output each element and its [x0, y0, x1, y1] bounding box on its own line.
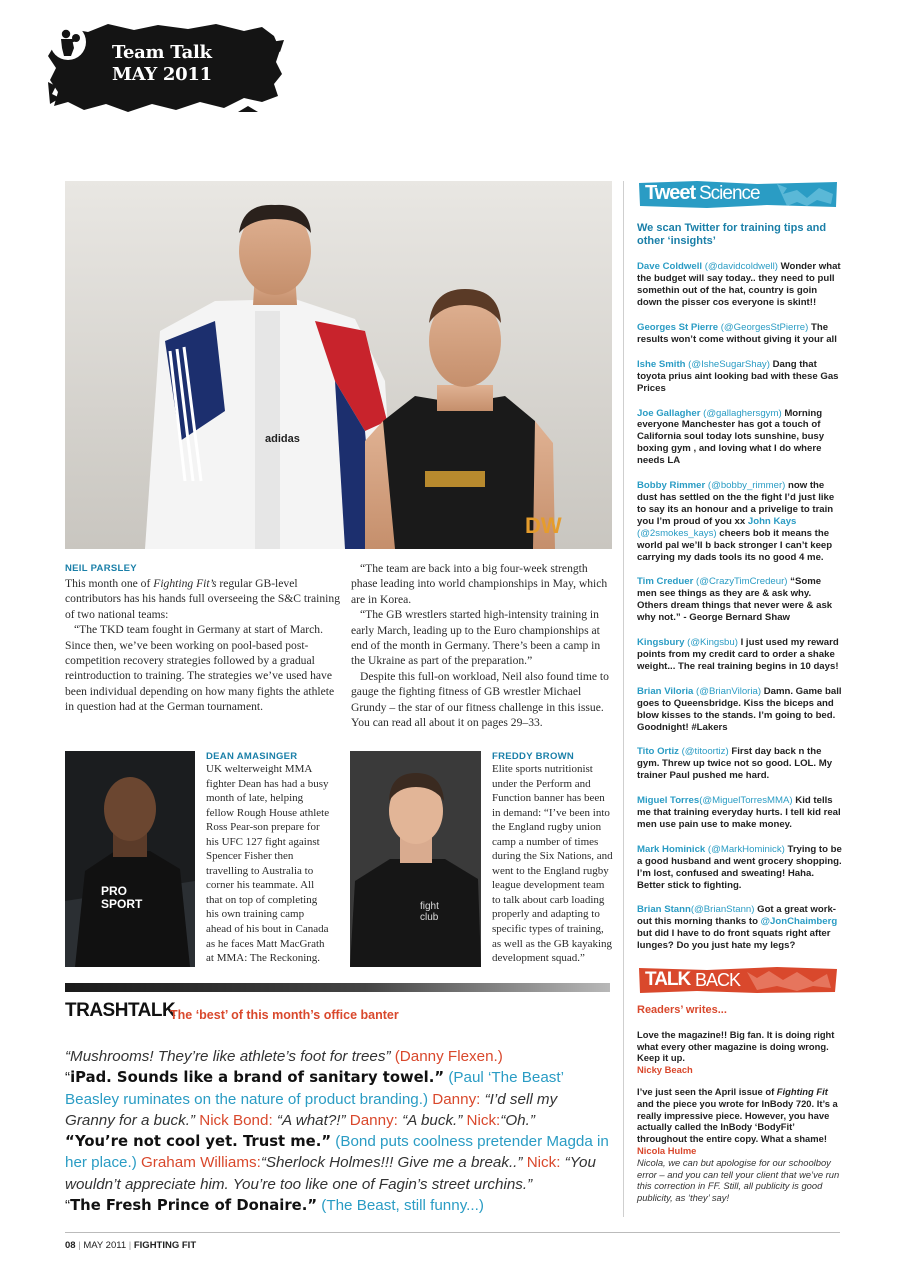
- tweetscience-banner: [637, 180, 839, 209]
- reader-letter: Love the magazine!! Big fan. It is doing right what every other magazine is doing wrong. Keep it up. Nicky Beach: [637, 1028, 835, 1076]
- tweet-item: Dave Coldwell (@davidcoldwell) Wonder what the budget will say today.. they need to pull somethin out of the hat, country is goin down the pisser cos everyone is skint!!: [637, 261, 841, 309]
- freddy-photo: [350, 751, 481, 967]
- profile-name: DEAN AMASINGER: [206, 751, 298, 762]
- tweet-item: Tim Creduer (@CrazyTimCredeur) “Some men see things as they are & ask why. Others dream things that never were & ask why not.” - George Bernard Shaw: [637, 576, 833, 624]
- tweet-item: Brian Stann(@BrianStann) Got a great work-out this morning thanks to @JonChaimberg but did I have to do front squats right after lunges? Do you just hate my legs?: [637, 904, 838, 952]
- page-footer: 08 | MAY 2011 | FIGHTING FIT: [65, 1240, 197, 1251]
- sidebar-divider: [623, 181, 624, 1217]
- article-column-1: [65, 563, 340, 715]
- tweet-item: Miguel Torres(@MiguelTorresMMA) Kid tells me that training everyday hurts. I tell kid real men use pain use to make money.: [637, 795, 841, 830]
- footer-magazine: FIGHTING FIT: [133, 1240, 197, 1251]
- article-column-2: [351, 561, 611, 730]
- footer-date: MAY 2011: [83, 1240, 127, 1251]
- article-paragraph: “The GB wrestlers started high-intensity training in early March, leading up to the Euro championships at end of the month in Germany. There’s been a camp in the Ukraine as part of the preparation.”: [351, 608, 601, 668]
- trashtalk-heading: TRASHTALK: [65, 1000, 176, 1021]
- trashtalk-quotes: “Mushrooms! They’re like athlete’s foot for trees” (Danny Flexen.) “iPad. Sounds like a brand of sanitary towel.” (Paul ‘The Beast’ Beasley ruminates on the nature of product branding.) Danny: “I’d sell my Granny for a buck.” Nick Bond: “A what?!” Danny: “A buck.” Nick:“Oh.” “You’re not cool yet. Trust me.” (Bond puts coolness pretender Magda in her place.) Graham Williams:“Sherlock Holmes!!! Give me a break..” Nick: “You wouldn’t appreciate him. You’re too like one of Fagin’s street urchins.” “The Fresh Prince of Donaire.” (The Beast, still funny...): [65, 1048, 609, 1215]
- tweet-item: Bobby Rimmer (@bobby_rimmer) now the dust has settled on the the fight I’d just like to say its an honour and a privelige to train you I’m proud of you xx John Kays (@2smokes_kays) cheers bob it means the world pal we’ll b back stronger I can’t keep carrying my dads tools its no good 4 me.: [637, 480, 835, 563]
- dean-photo: [65, 751, 195, 967]
- article-paragraph: “The TKD team fought in Germany at start of March. Since then, we’ve been working on pool-based post-competition recovery strategies followed by a gradual reintroduction to training. The strategies we’ve used have been individual depending on how many fights the athlete in question had at the German tournament.: [65, 623, 335, 714]
- page-number: 08: [65, 1240, 76, 1251]
- issue-date: MAY 2011: [112, 64, 212, 85]
- main-photo: [65, 181, 612, 549]
- profile-name: FREDDY BROWN: [492, 751, 575, 762]
- article-paragraph: This month one of Fighting Fit’s regular GB-level contributors has his hands full overseeing the S&C training of two national teams:: [65, 577, 340, 621]
- tweet-item: Joe Gallagher (@gallaghersgym) Morning everyone Manchester has got a touch of California soul today lots sunshine, busy boxing gym , and loving what I do where needs LA: [637, 407, 825, 467]
- article-byline: NEIL PARSLEY: [65, 563, 137, 574]
- tweet-item: Tito Ortiz (@titoortiz) First day back n the gym. Threw up twice not so good. LOL. My trainer Paul pushed me hard.: [637, 746, 833, 782]
- tweetscience-section: [637, 222, 842, 965]
- banner-word-tweet: Tweet: [645, 182, 696, 204]
- section-title: Team Talk: [112, 42, 212, 63]
- article-paragraph: Despite this full-on workload, Neil also found time to gauge the fighting fitness of GB wrestler Michael Grundy – the star of our fitness challenge in this issue. You can read all about it on pages 29–33.: [351, 669, 609, 730]
- tweet-item: Kingsbury (@Kingsbu) I just used my reward points from my credit card to order a shake weight... The real training begins in 10 days!: [637, 637, 839, 672]
- article-paragraph: “The team are back into a big four-week strength phase leading into world championships in May, which are in Korea.: [351, 562, 608, 606]
- banner-word-science: Science: [699, 183, 760, 204]
- boxer-icon: [48, 22, 88, 62]
- talkback-banner: [637, 966, 839, 994]
- profile-text: Elite sports nutritionist under the Perform and Function banner has been in demand: “I’ve been into the England rugby union camp a number of times during the Six Nations, and went to the England rugby league development team to talk about carb loading properly and adapting to specific types of training, as well as the GB kayaking development squad.”: [492, 763, 613, 965]
- readers-title: Readers’ writes...: [637, 1004, 727, 1016]
- banner-word-back: BACK: [695, 970, 741, 990]
- profile-text: UK welterweight MMA fighter Dean has had a busy month of late, helping fellow Rough House athlete Ross Pear-son prepare for his UFC 127 fight against Spencer Fisher then travelling to Australia to corner his teammate. All that on top of completing his own training camp ahead of his bout in Canada as he faces Matt MacGrath at MMA: The Reckoning.: [206, 763, 330, 965]
- section-header: [48, 22, 286, 114]
- reader-letter: I’ve just seen the April issue of Fighting Fit and the piece you wrote for InBody 720. It’s a really impressive piece. However, you have actually called the InBody ‘BodyFit’ throughout the entire copy. What a shame! Nicola Hulme Nicola, we can but apologise for our schoolboy error – and you can tell your client that we’ve run this correction in FF. Still, all publicity is good publicity, as ‘they’ say!: [637, 1085, 840, 1204]
- tweet-item: Georges St Pierre (@GeorgesStPierre) The results won’t come without giving it your all: [637, 322, 837, 345]
- trashtalk-divider: [65, 983, 610, 992]
- jacket-logo-text: adidas: [265, 433, 300, 445]
- readers-letters: [637, 1005, 842, 1214]
- tweet-item: Brian Viloria (@BrianViloria) Damn. Game ball goes to Queensbridge. Kiss the biceps and blow kisses to the stands. I’m going to bed. Goodnight! #Lakers: [637, 685, 842, 733]
- freddy-profile: [492, 751, 614, 966]
- shirt-logo-text: fight club: [420, 901, 439, 923]
- vest-logo-text: DW: [525, 513, 562, 538]
- tweetscience-intro: We scan Twitter for training tips and other ‘insights’: [637, 222, 827, 248]
- banner-word-talk: TALK: [645, 969, 691, 990]
- tweet-item: Mark Hominick (@MarkHominick) Trying to be a good husband and went grocery shopping. I’m lost, confused and sweating! Haha. Better stick to fighting.: [637, 843, 842, 891]
- dean-profile: [206, 751, 330, 966]
- tweet-item: Ishe Smith (@IsheSugarShay) Dang that toyota prius aint looking bad with these Gas Prices: [637, 358, 839, 394]
- trashtalk-subheading: The ‘best’ of this month’s office banter: [170, 1008, 399, 1022]
- footer-rule: [65, 1232, 840, 1233]
- shirt-logo-text: PRO SPORT: [101, 884, 143, 911]
